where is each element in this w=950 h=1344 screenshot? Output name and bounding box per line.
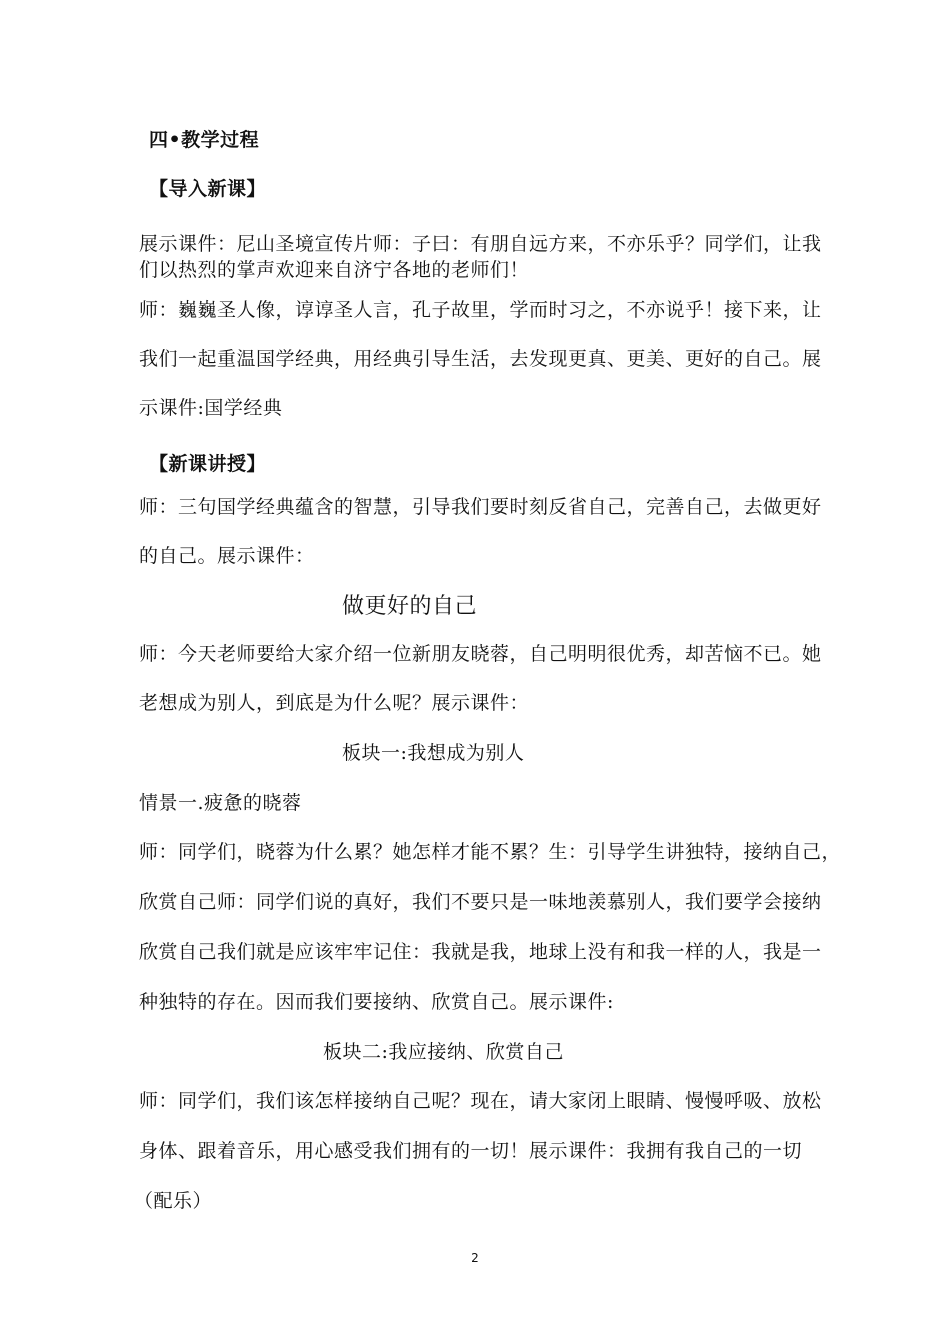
paragraph-line: 我们一起重温国学经典，用经典引导生活，去发现更真、更美、更好的自己。展 [139,348,822,370]
page-number: 2 [471,1251,479,1265]
paragraph-line: 们以热烈的掌声欢迎来自济宁各地的老师们！ [139,259,530,281]
paragraph-line: 展示课件：尼山圣境宣传片师：子曰：有朋自远方来，不亦乐乎？同学们，让我 [139,233,822,255]
paragraph-line: 欣赏自己师：同学们说的真好，我们不要只是一味地羡慕别人，我们要学会接纳 [139,891,822,913]
paragraph-line: 示课件:国学经典 [139,397,283,419]
paragraph-line: 的自己。展示课件： [139,545,315,567]
center-title: 做更好的自己 [342,594,478,619]
subheading-intro: 【导入新课】 [149,178,267,200]
paragraph-line: 师：同学们，我们该怎样接纳自己呢？现在，请大家闭上眼睛、慢慢呼吸、放松 [139,1090,822,1112]
paragraph-line: （配乐） [134,1190,213,1212]
paragraph-line: 师：三句国学经典蕴含的智慧，引导我们要时刻反省自己，完善自己，去做更好 [139,496,822,518]
block-heading-1: 板块一:我想成为别人 [342,742,525,764]
paragraph-line: 老想成为别人，到底是为什么呢？展示课件： [139,692,530,714]
paragraph-line: 欣赏自己我们就是应该牢牢记住：我就是我，地球上没有和我一样的人，我是一 [139,941,822,963]
scene-heading-1: 情景一.疲惫的晓蓉 [139,792,302,814]
paragraph-line: 身体、跟着音乐，用心感受我们拥有的一切！展示课件：我拥有我自己的一切 [139,1140,803,1162]
paragraph-line: 师：同学们，晓蓉为什么累？她怎样才能不累？生：引导学生讲独特，接纳自己， [139,841,842,863]
section-title: 四•教学过程 [149,129,260,151]
paragraph-line: 种独特的存在。因而我们要接纳、欣赏自己。展示课件: [139,991,614,1013]
subheading-new-lesson: 【新课讲授】 [149,453,267,475]
paragraph-line: 师：今天老师要给大家介绍一位新朋友晓蓉，自己明明很优秀，却苦恼不已。她 [139,643,822,665]
block-heading-2: 板块二:我应接纳、欣赏自己 [323,1041,564,1063]
paragraph-line: 师：巍巍圣人像，谆谆圣人言，孔子故里，学而时习之，不亦说乎！接下来，让 [139,299,822,321]
